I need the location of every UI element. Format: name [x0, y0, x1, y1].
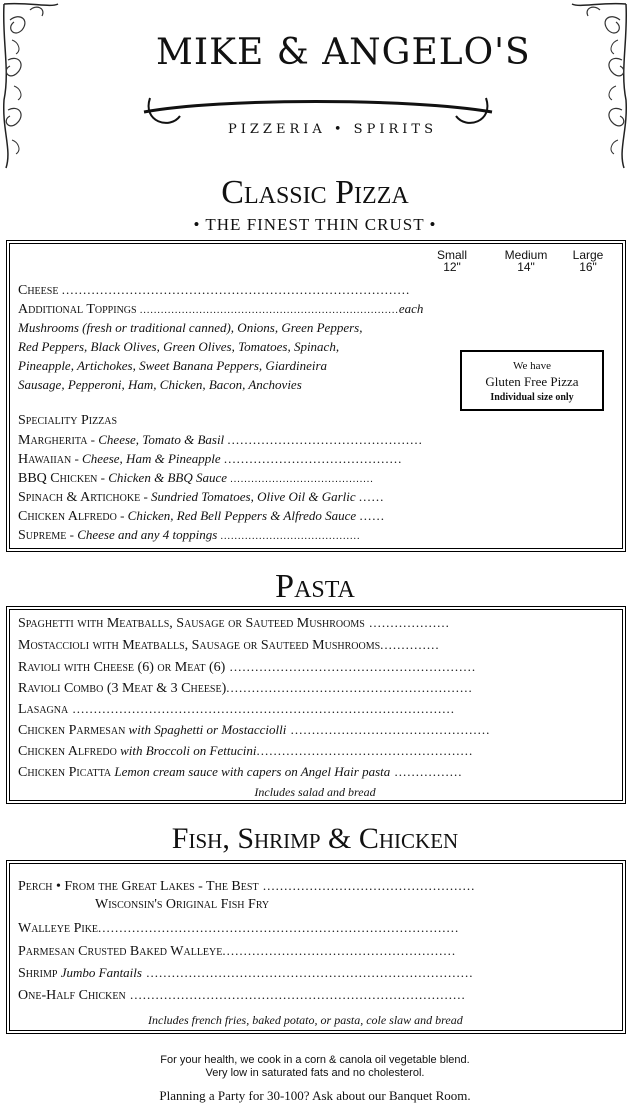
menu-item-perch: Perch • From the Great Lakes - The Best ..................................................	[18, 878, 476, 894]
item-desc: - Chicken, Red Bell Peppers & Alfredo Sauce	[116, 508, 357, 523]
item-name: Margherita	[18, 433, 88, 448]
toppings-line-3: Pineapple, Artichokes, Sweet Banana Peppers, Giardineira	[18, 358, 328, 373]
menu-item-additional-toppings: Additional Toppings ..........................................................................each	[18, 301, 424, 317]
item-name: Chicken Alfredo	[18, 509, 117, 524]
size-large	[564, 249, 612, 273]
size-small	[426, 249, 478, 273]
fish-section-title: Fish, Shrimp & Chicken	[171, 822, 459, 855]
brand-logo	[128, 30, 531, 150]
item-desc: Jumbo Fantails	[57, 965, 142, 980]
menu-item-chicken-picatta: Chicken Picatta Lemon cream sauce with capers on Angel Hair pasta ................	[18, 764, 463, 780]
pizza-subtitle: • THE FINEST THIN CRUST •	[193, 215, 437, 234]
menu-item-cheese: Cheese ..................................................................................	[18, 282, 411, 298]
toppings-line-1: Mushrooms (fresh or traditional canned), Onions, Green Peppers,	[18, 320, 363, 335]
item-name: Mostaccioli with Meatballs, Sausage or Sauteed Mushrooms	[18, 638, 381, 653]
size-large-inches: 16"	[579, 260, 597, 274]
item-name: Chicken Alfredo	[18, 744, 117, 759]
item-name: Additional Toppings	[18, 302, 137, 317]
item-desc: - Sundried Tomatoes, Olive Oil & Garlic	[140, 489, 356, 504]
perch-subtitle: Wisconsin's Original Fish Fry	[95, 897, 270, 912]
menu-item-mostaccioli: Mostaccioli with Meatballs, Sausage or Sauteed Mushrooms..............	[18, 637, 440, 653]
item-name: Hawaiian	[18, 452, 72, 467]
pizza-section-title: Classic Pizza	[221, 174, 409, 211]
item-desc: - Cheese, Tomato & Basil	[87, 432, 225, 447]
menu-item-spinach-artichoke: Spinach & Artichoke - Sundried Tomatoes, Olive Oil & Garlic ......	[18, 489, 385, 505]
menu-item-chicken-alfredo-pasta: Chicken Alfredo with Broccoli on Fettucini...................................................	[18, 743, 474, 759]
size-large-label: Large	[572, 248, 604, 262]
item-name: Spinach & Artichoke	[18, 490, 141, 505]
size-medium-inches: 14"	[517, 260, 535, 274]
item-name: Perch • From the Great Lakes - The Best	[18, 879, 259, 894]
menu-item-supreme: Supreme - Cheese and any 4 toppings ........................................	[18, 527, 361, 543]
item-name: Chicken Picatta	[18, 765, 112, 780]
item-desc: with Broccoli on Fettucini	[116, 743, 257, 758]
menu-item-lasagna: Lasagna ..........................................................................................	[18, 701, 455, 717]
size-medium	[498, 249, 554, 273]
item-name: Walleye Pike	[18, 921, 99, 936]
item-name: Ravioli with Cheese (6) or Meat (6)	[18, 660, 226, 675]
menu-item-ravioli-combo: Ravioli Combo (3 Meat & 3 Cheese)..........................................................	[18, 680, 473, 696]
item-desc: - Cheese, Ham & Pineapple	[71, 451, 221, 466]
item-desc: - Cheese and any 4 toppings	[66, 527, 218, 542]
item-name: One-Half Chicken	[18, 988, 126, 1003]
each-label: each	[398, 301, 424, 316]
item-name: Parmesan Crusted Baked Walleye	[18, 944, 223, 959]
banquet-note: Planning a Party for 30-100? Ask about our Banquet Room.	[159, 1088, 471, 1103]
menu-item-parmesan-walleye: Parmesan Crusted Baked Walleye.......................................................	[18, 943, 457, 959]
gluten-free-line-1: We have	[513, 360, 551, 372]
item-name: Cheese	[18, 283, 59, 298]
gluten-free-callout	[460, 350, 604, 411]
item-name: Lasagna	[18, 702, 69, 717]
item-name: Shrimp	[18, 966, 58, 981]
item-name: Ravioli Combo (3 Meat & 3 Cheese)	[18, 681, 227, 696]
menu-item-spaghetti: Spaghetti with Meatballs, Sausage or Sauteed Mushrooms ...................	[18, 615, 450, 631]
speciality-header: Speciality Pizzas	[18, 413, 118, 428]
item-desc: Lemon cream sauce with capers on Angel Hair pasta	[111, 764, 391, 779]
menu-item-chicken-parmesan: Chicken Parmesan with Spaghetti or Mostacciolli ...............................................	[18, 722, 491, 738]
item-name: Supreme	[18, 528, 67, 543]
menu-item-half-chicken: One-Half Chicken ...............................................................................	[18, 987, 466, 1003]
toppings-line-4: Sausage, Pepperoni, Ham, Chicken, Bacon, Anchovies	[18, 377, 302, 392]
health-note-line-1: For your health, we cook in a corn & canola oil vegetable blend.	[160, 1054, 470, 1066]
size-small-inches: 12"	[443, 260, 461, 274]
corner-flourish-left	[0, 0, 60, 170]
item-name: Chicken Parmesan	[18, 723, 126, 738]
menu-item-walleye-pike: Walleye Pike.....................................................................................	[18, 920, 460, 936]
toppings-line-2: Red Peppers, Black Olives, Green Olives, Tomatoes, Spinach,	[18, 339, 340, 354]
size-small-label: Small	[436, 248, 467, 262]
menu-item-shrimp: Shrimp Jumbo Fantails .............................................................................	[18, 965, 474, 981]
brand-name: MIKE & ANGELO'S	[156, 32, 531, 73]
brand-tagline: PIZZERIA • SPIRITS	[228, 122, 437, 137]
gluten-free-line-3: Individual size only	[490, 392, 574, 403]
health-note-line-2: Very low in saturated fats and no cholesterol.	[205, 1067, 425, 1079]
item-name: BBQ Chicken	[18, 471, 98, 486]
corner-flourish-right	[570, 0, 630, 170]
item-desc: - Chicken & BBQ Sauce	[97, 470, 227, 485]
menu-item-bbq-chicken: BBQ Chicken - Chicken & BBQ Sauce .........................................	[18, 470, 374, 486]
menu-item-chicken-alfredo-pizza: Chicken Alfredo - Chicken, Red Bell Peppers & Alfredo Sauce ......	[18, 508, 385, 524]
pasta-section-title: Pasta	[275, 568, 355, 605]
fish-note: Includes french fries, baked potato, or pasta, cole slaw and bread	[148, 1013, 463, 1027]
item-name: Spaghetti with Meatballs, Sausage or Sauteed Mushrooms	[18, 616, 365, 631]
menu-item-hawaiian: Hawaiian - Cheese, Ham & Pineapple ..........................................	[18, 451, 403, 467]
size-medium-label: Medium	[504, 248, 548, 262]
pasta-note: Includes salad and bread	[254, 785, 376, 799]
menu-item-ravioli: Ravioli with Cheese (6) or Meat (6) ..........................................................	[18, 659, 477, 675]
item-desc: with Spaghetti or Mostacciolli	[125, 722, 287, 737]
menu-item-margherita: Margherita - Cheese, Tomato & Basil ..............................................	[18, 432, 423, 448]
gluten-free-line-2: Gluten Free Pizza	[485, 374, 579, 389]
